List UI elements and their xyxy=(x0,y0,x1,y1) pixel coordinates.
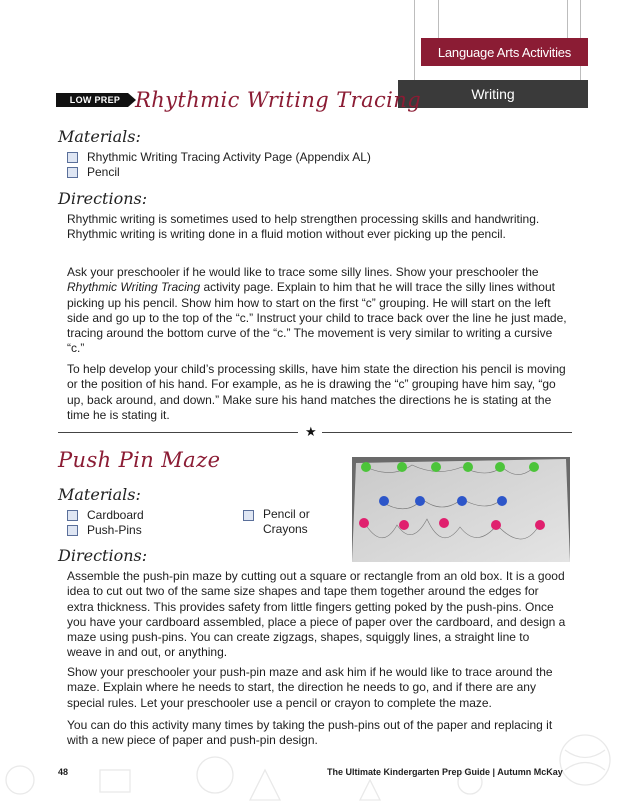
subcategory-tag: Writing xyxy=(398,80,588,108)
material-label-line: Pencil or xyxy=(263,507,310,521)
push-pin-maze-photo xyxy=(352,457,570,562)
section-divider xyxy=(322,432,572,433)
activity-title: Rhythmic Writing Tracing xyxy=(135,88,422,112)
directions-heading: Directions: xyxy=(58,546,148,565)
materials-heading: Materials: xyxy=(58,485,141,504)
checkbox-icon xyxy=(67,167,78,178)
material-label: Cardboard xyxy=(87,508,144,522)
directions-paragraph: To help develop your child’s processing skills, have him state the direction his pencil is moving or the position of his hand. For example, as he is drawing the “c” grouping have him say, “go up, back around, and down.” Make sure his hand matches the directions he is stating at the time he is stating it. xyxy=(67,362,566,422)
directions-paragraph: Show your preschooler your push-pin maze and ask him if he would like to trace around the maze. Explain where he needs to start, the direction he needs to go, and if there are any special rules. Let your preschooler use a pencil or crayon to complete the maze. xyxy=(67,665,553,710)
activity-title: Push Pin Maze xyxy=(58,448,221,472)
text-run: activity page. Explain to him that he will trace the silly lines without picking up his pencil. Show him how to start on the first “c” grouping. He will start on the left side and go up to the top of the “c.” Instruct your child to trace back over the line he just made, tracing around the bottom curve of the “c.” The movement is very similar to writing a cursive “c.” xyxy=(67,280,567,356)
material-item xyxy=(67,508,144,522)
material-label-line: Crayons xyxy=(263,522,308,537)
checkbox-icon xyxy=(243,510,254,521)
low-prep-badge: LOW PREP xyxy=(62,93,128,107)
material-label: Pencil xyxy=(87,165,120,179)
decorative-doodles xyxy=(0,720,623,805)
checkbox-icon xyxy=(67,510,78,521)
tag-string xyxy=(567,0,568,38)
directions-paragraph: Assemble the push-pin maze by cutting out a square or rectangle from an old box. It is a good idea to cut out two of the same size shapes and tape them together around the edges for extra thickness. This provides safety from little fingers getting poked by the push-pins. Once you have your cardboard assembled, place a piece of paper over the cardboard, and design a maze using push-pins. You can create zigzags, shapes, squiggly lines, a straight line to weave in and out, or anything. xyxy=(67,569,566,660)
checkbox-icon xyxy=(67,152,78,163)
tag-string xyxy=(414,0,415,80)
star-icon: ★ xyxy=(305,424,317,439)
category-tag: Language Arts Activities xyxy=(421,38,588,66)
push-pin-maze-illustration xyxy=(352,457,570,562)
section-divider xyxy=(58,432,298,433)
material-item xyxy=(67,165,120,179)
checkbox-icon xyxy=(67,525,78,536)
tag-string xyxy=(438,0,439,38)
materials-heading: Materials: xyxy=(58,127,141,146)
material-item xyxy=(67,523,142,537)
book-credit: The Ultimate Kindergarten Prep Guide | Autumn McKay xyxy=(327,767,563,777)
material-label: Push-Pins xyxy=(87,523,142,537)
material-item xyxy=(67,150,371,164)
directions-paragraph: You can do this activity many times by taking the push-pins out of the paper and replacing it with a new piece of paper and push-pin design. xyxy=(67,718,553,748)
directions-paragraph: Rhythmic writing is sometimes used to help strengthen processing skills and handwriting. Rhythmic writing is writing done in a fluid motion without ever picking up the pencil. xyxy=(67,212,540,242)
directions-paragraph xyxy=(67,265,567,357)
directions-heading: Directions: xyxy=(58,189,148,208)
activity-page-name: Rhythmic Writing Tracing xyxy=(67,280,201,295)
text-run: Ask your preschooler if he would like to trace some silly lines. Show your preschooler the xyxy=(67,265,539,279)
material-label xyxy=(263,507,310,538)
material-item xyxy=(243,508,310,538)
material-label: Rhythmic Writing Tracing Activity Page (Appendix AL) xyxy=(87,150,371,164)
page-number: 48 xyxy=(58,767,69,777)
